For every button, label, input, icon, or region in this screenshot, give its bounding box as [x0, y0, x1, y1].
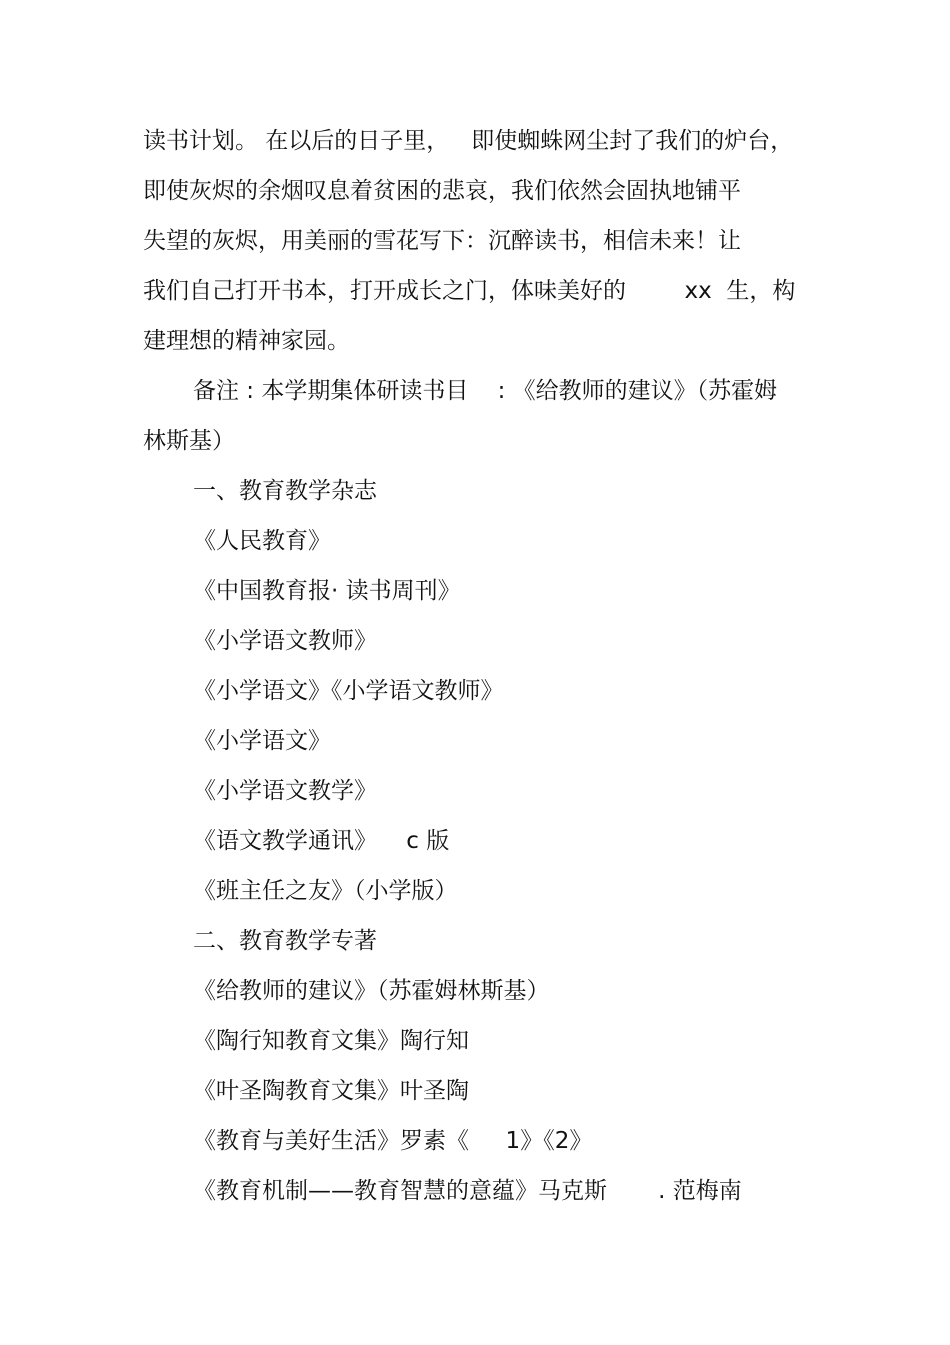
note-line: 林斯基）: [143, 428, 235, 454]
list-item: 《中国教育报· 读书周刊》: [193, 578, 461, 604]
list-item: 《小学语文》: [193, 728, 331, 754]
paragraph-line: 失望的灰烬，用美丽的雪花写下：沉醉读书，相信未来！让: [143, 228, 741, 254]
list-item: 《人民教育》: [193, 528, 331, 554]
list-item: 《小学语文教学》: [193, 778, 377, 804]
note-line: 备注 : 本学期集体研读书目 : 《给教师的建议》（苏霍姆: [193, 378, 778, 404]
list-item: 《小学语文教师》: [193, 628, 377, 654]
list-item: 《陶行知教育文集》陶行知: [193, 1028, 469, 1054]
section-heading-monographs: 二、教育教学专著: [193, 928, 377, 954]
paragraph-line: 建理想的精神家园。: [143, 328, 350, 354]
list-item: 《语文教学通讯》 c 版: [193, 828, 450, 854]
list-item: 《班主任之友》（小学版）: [193, 878, 458, 904]
list-item: 《教育与美好生活》罗素《 1》《2》: [193, 1128, 593, 1154]
list-item: 《教育机制——教育智慧的意蕴》马克斯 . 范梅南: [193, 1178, 742, 1204]
paragraph-line: 读书计划。 在以后的日子里， 即使蜘蛛网尘封了我们的炉台，: [143, 128, 794, 154]
list-item: 《给教师的建议》（苏霍姆林斯基）: [193, 978, 550, 1004]
section-heading-magazines: 一、教育教学杂志: [193, 478, 377, 504]
paragraph-line: 即使灰烬的余烟叹息着贫困的悲哀，我们依然会固执地铺平: [143, 178, 741, 204]
list-item: 《叶圣陶教育文集》叶圣陶: [193, 1078, 469, 1104]
paragraph-line: 我们自己打开书本，打开成长之门，体味美好的 xx 生，构: [143, 278, 796, 304]
list-item: 《小学语文》《小学语文教师》: [193, 678, 504, 704]
